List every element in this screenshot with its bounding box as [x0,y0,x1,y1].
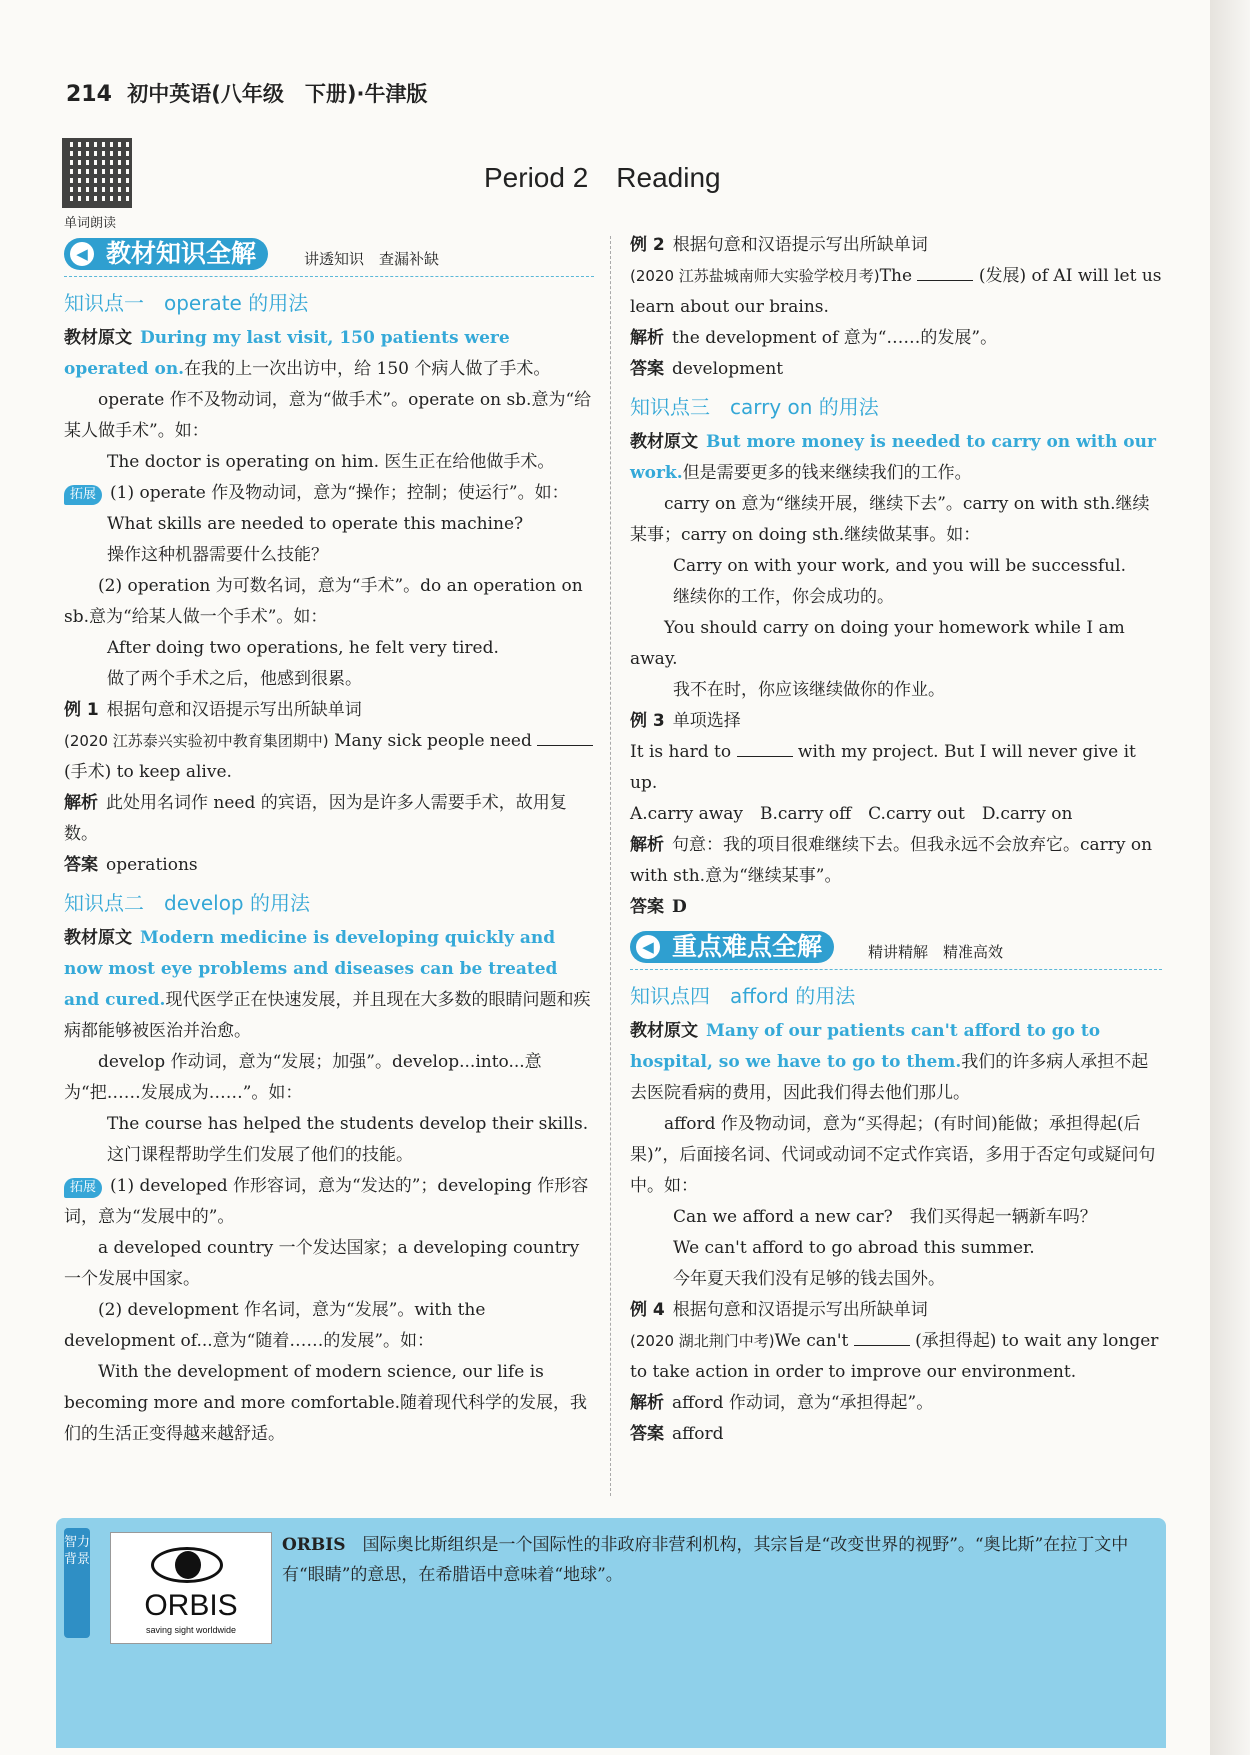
example-3-answer: 答案 D [630,897,687,917]
example-2-analysis: 解析 the development of 意为“……的发展”。 [630,328,998,348]
banner-subtitle: 精讲精解 精准高效 [868,943,1004,961]
background-info-box [56,1518,1166,1748]
example-2-answer: 答案 development [630,359,784,379]
megaphone-icon: ◀ [636,935,660,959]
kp2-ex1-cn: 这门课程帮助学生们发展了他们的技能。 [107,1145,413,1165]
section-banner-1 [64,236,594,277]
page-title: Period 2 Reading [484,162,721,193]
megaphone-icon: ◀ [70,242,94,266]
kp3-ex1-cn: 继续你的工作，你会成功的。 [673,587,894,607]
example-3-options: A.carry away B.carry off C.carry out D.carry on [630,804,1073,824]
example-1: 例 1 根据句意和汉语提示写出所缺单词 [64,700,362,720]
right-column [630,230,1162,1450]
example-1-answer: 答案 operations [64,855,198,875]
kp1-ex3-cn: 做了两个手术之后，他感到很累。 [107,669,362,689]
kp4-ex2-cn: 今年夏天我们没有足够的钱去国外。 [673,1269,945,1289]
example-4-question: (2020 湖北荆门中考)We can't (承担得起) to wait any longer to take action in order to improve our environment. [630,1331,1159,1382]
kp1-quote: 教材原文 During my last visit, 150 patients were operated on.在我的上一次出访中，给 150 个病人做了手术。 [64,328,551,379]
page-header [66,78,427,108]
qr-label: 单词朗读 [64,216,117,231]
pupil-icon [175,1551,201,1579]
page-edge [1210,0,1250,1755]
example-2-question: (2020 江苏盐城南师大实验学校月考)The (发展) of AI will let us learn about our brains. [630,266,1162,317]
example-3-analysis: 解析 句意：我的项目很难继续下去。但我永远不会放弃它。carry on with sth.意为“继续某事”。 [630,835,1153,886]
qr-code-icon[interactable] [62,138,132,208]
logo-tagline: saving sight worldwide [145,1625,237,1635]
answer-blank[interactable] [854,1329,910,1346]
page-number: 214 [66,82,112,107]
orbis-logo [110,1532,272,1644]
kp1-heading: 知识点一 operate 的用法 [64,291,309,315]
example-1-analysis: 解析 此处用名词作 need 的宾语，因为是许多人需要手术，故用复数。 [64,793,567,844]
kp4-heading: 知识点四 afford 的用法 [630,984,856,1008]
kp3-ex1-en: Carry on with your work, and you will be successful. [673,556,1126,576]
kp2-p3: (2) development 作名词，意为“发展”。with the development of...意为“随着……的发展”。如： [64,1300,486,1351]
left-column [64,236,594,1450]
background-text: ORBIS 国际奥比斯组织是一个国际性的非政府非营利机构，其宗旨是“改变世界的视野”。“奥比斯”在拉丁文中有“眼睛”的意思，在希腊语中意味着“地球”。 [282,1535,1129,1585]
banner-subtitle: 讲透知识 查漏补缺 [304,250,440,268]
kp2-heading: 知识点二 develop 的用法 [64,891,310,915]
example-3-question: It is hard to with my project. But I will never give it up. [630,742,1136,793]
kp4-quote: 教材原文 Many of our patients can't afford to go to hospital, so we have to go to them.我们的许多病人承担不起去医院看病的费用，因此我们得去他们那儿。 [630,1021,1149,1103]
kp4-p1: afford 作及物动词，意为“买得起；(有时间)能做；承担得起(后果)”，后面接名词、代词或动词不定式作宾语，多用于否定句或疑问句中。如： [630,1114,1156,1196]
book-title: 初中英语(八年级 下册)·牛津版 [127,82,428,106]
kp3-heading: 知识点三 carry on 的用法 [630,395,879,419]
kp1-ex2-cn: 操作这种机器需要什么技能？ [107,545,328,565]
background-tab: 智力背景 [64,1528,90,1638]
answer-blank[interactable] [917,264,973,281]
kp2-p2: a developed country 一个发达国家；a developing country 一个发展中国家。 [64,1238,580,1289]
kp1-ex2-en: What skills are needed to operate this machine? [107,514,524,534]
example-2: 例 2 根据句意和汉语提示写出所缺单词 [630,235,928,255]
kp1-expand2: (2) operation 为可数名词，意为“手术”。do an operation on sb.意为“给某人做一个手术”。如： [64,576,583,627]
kp2-ex1-en: The course has helped the students develop their skills. [107,1114,589,1134]
answer-blank[interactable] [737,740,793,757]
kp1-ex3-en: After doing two operations, he felt very tired. [107,638,499,658]
example-4-analysis: 解析 afford 作动词，意为“承担得起”。 [630,1393,934,1413]
example-1-question: (2020 江苏泰兴实验初中教育集团期中) Many sick people need (手术) to keep alive. [64,726,594,788]
kp2-ex2: With the development of modern science, our life is becoming more and more comfortable.随着现代科学的发展，我们的生活正变得越来越舒适。 [64,1362,588,1444]
section-banner-2 [630,929,1162,970]
example-3: 例 3 单项选择 [630,711,741,731]
banner-title: ◀ 教材知识全解 [64,238,268,270]
kp3-ex2-en: You should carry on doing your homework while I am away. [630,618,1125,669]
kp2-quote: 教材原文 Modern medicine is developing quickly and now most eye problems and diseases can be treated and cured.现代医学正在快速发展，并且现在大多数的眼睛问题和疾病都能够被医治并治愈。 [64,928,591,1041]
logo-word: ORBIS [144,1589,238,1622]
kp4-ex2-en: We can't afford to go abroad this summer. [673,1238,1035,1258]
kp3-quote: 教材原文 But more money is needed to carry on with our work.但是需要更多的钱来继续我们的工作。 [630,432,1156,483]
kp4-ex1: Can we afford a new car? 我们买得起一辆新车吗？ [673,1207,1097,1227]
example-4: 例 4 根据句意和汉语提示写出所缺单词 [630,1300,928,1320]
answer-blank[interactable] [537,729,593,746]
banner-title: ◀ 重点难点全解 [630,931,834,963]
kp1-p1: operate 作不及物动词，意为“做手术”。operate on sb.意为“给某人做手术”。如： [64,390,592,441]
column-divider [610,236,611,1496]
kp1-ex1: The doctor is operating on him. 医生正在给他做手术。 [107,452,555,472]
kp3-ex2-cn: 我不在时，你应该继续做你的作业。 [673,680,945,700]
example-4-answer: 答案 afford [630,1424,724,1444]
kp1-expand1: 拓展 (1) operate 作及物动词，意为“操作；控制；使运行”。如： [64,478,594,509]
kp2-expand1: 拓展 (1) developed 作形容词，意为“发达的”；developing 作形容词，意为“发展中的”。 [64,1176,589,1227]
kp3-p1: carry on 意为“继续开展，继续下去”。carry on with sth.继续某事；carry on doing sth.继续做某事。如： [630,494,1150,545]
kp2-p1: develop 作动词，意为“发展；加强”。develop...into...意为“把……发展成为……”。如： [64,1052,542,1103]
